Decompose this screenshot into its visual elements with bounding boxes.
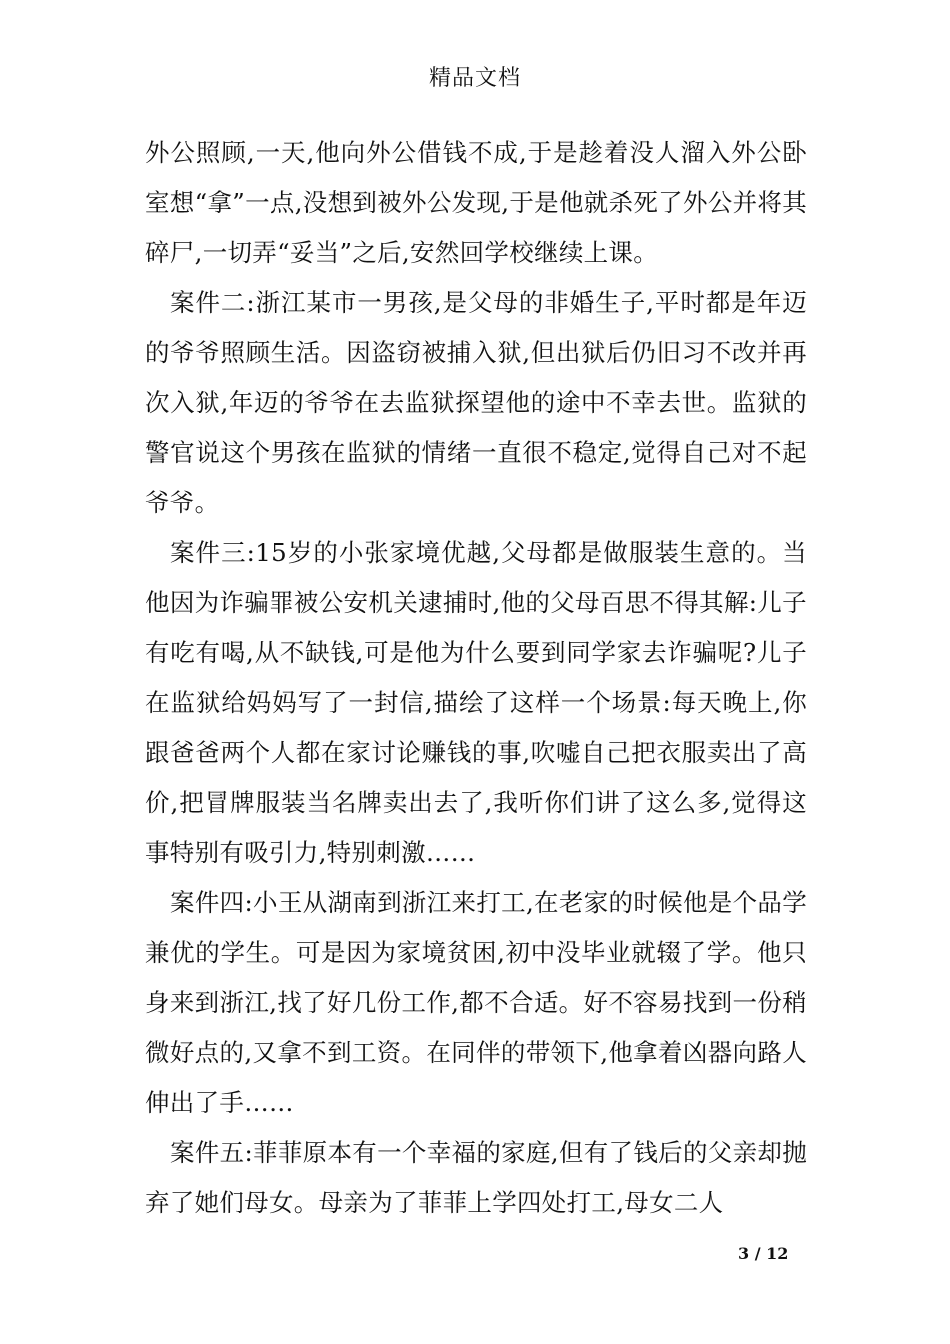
paragraph-case-four: 案件四:小王从湖南到浙江来打工,在老家的时候他是个品学兼优的学生。可是因为家境贫困,初中没毕业就辍了学。他只身来到浙江,找了好几份工作,都不合适。好不容易找到一份稍微好点的,又拿不到工资。在同伴的带领下,他拿着凶器向路人伸出了手…… [145, 888, 807, 1117]
paragraph-case-three: 案件三:15岁的小张家境优越,父母都是做服装生意的。当他因为诈骗罪被公安机关逮捕时,他的父母百思不得其解:儿子有吃有喝,从不缺钱,可是他为什么要到同学家去诈骗呢?儿子在监狱给妈妈写了一封信,描绘了这样一个场景:每天晚上,你跟爸爸两个人都在家讨论赚钱的事,吹嘘自己把衣服卖出了高价,把冒牌服装当名牌卖出去了,我听你们讲了这么多,觉得这事特别有吸引力,特别刺激…… [145, 538, 807, 867]
page-header-title: 精品文档 [428, 66, 521, 91]
document-body [145, 128, 807, 1228]
paragraph-continuation: 外公照顾,一天,他向外公借钱不成,于是趁着没人溜入外公卧室想“拿”一点,没想到被外公发现,于是他就杀死了外公并将其碎尸,一切弄“妥当”之后,安然回学校继续上课。 [145, 138, 807, 267]
paragraph-case-five: 案件五:菲菲原本有一个幸福的家庭,但有了钱后的父亲却抛弃了她们母女。母亲为了菲菲上学四处打工,母女二人 [145, 1138, 807, 1217]
paragraph-case-two: 案件二:浙江某市一男孩,是父母的非婚生子,平时都是年迈的爷爷照顾生活。因盗窃被捕入狱,但出狱后仍旧习不改并再次入狱,年迈的爷爷在去监狱探望他的途中不幸去世。监狱的警官说这个男孩在监狱的情绪一直很不稳定,觉得自己对不起爷爷。 [145, 288, 807, 517]
page-number: 3 / 12 [738, 1244, 789, 1263]
